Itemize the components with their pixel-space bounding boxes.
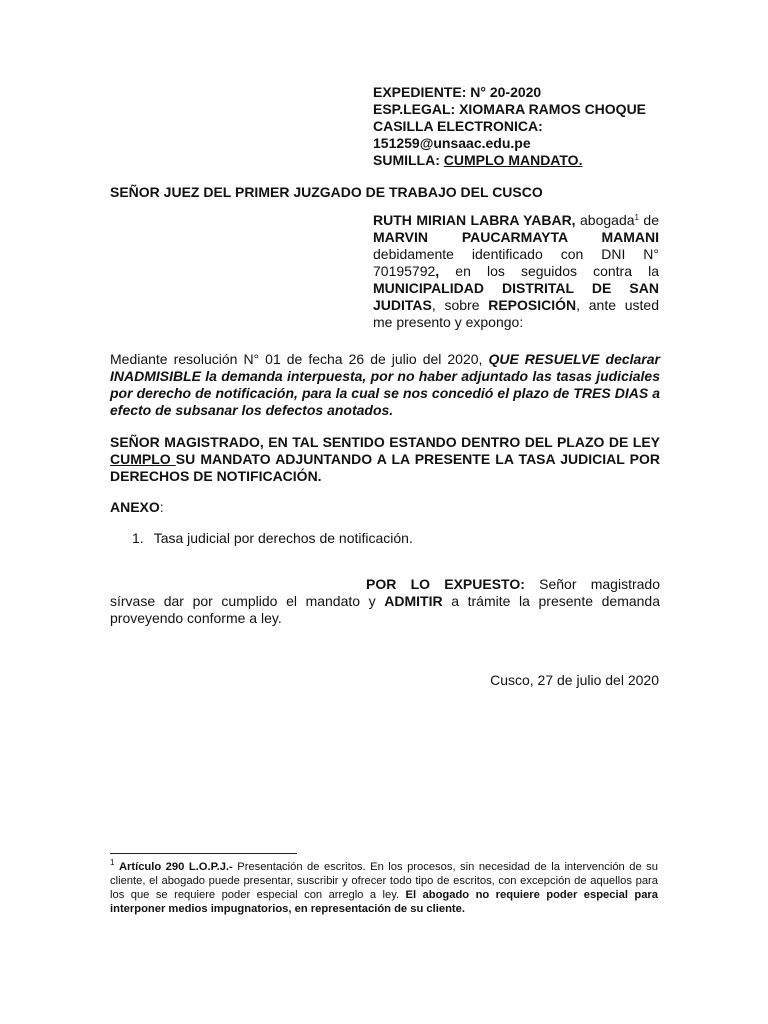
- list-item-text: Tasa judicial por derechos de notificación.: [153, 530, 413, 546]
- list-item: [132, 530, 413, 547]
- compliance-text: SEÑOR MAGISTRADO, EN TAL SENTIDO ESTANDO DENTRO DEL PLAZO DE LEY: [110, 434, 660, 450]
- case-header: [373, 84, 673, 169]
- client-name: MARVIN PAUCARMAYTA MAMANI: [373, 229, 659, 245]
- intro-text: debidamente identificado con DNI N° 70195792: [373, 246, 659, 279]
- lawyer-name: RUTH MIRIAN LABRA YABAR,: [373, 212, 576, 228]
- legal-specialist: ESP.LEGAL: XIOMARA RAMOS CHOQUE: [373, 101, 647, 117]
- footnote-divider: [110, 853, 297, 854]
- compliance-paragraph: [110, 434, 660, 485]
- intro-text: de: [638, 212, 659, 228]
- intro-text: abogada: [575, 212, 635, 228]
- intro-text: , ante usted me presento y expongo:: [373, 297, 659, 330]
- summary-value: CUMPLO MANDATO.: [443, 152, 583, 168]
- intro-text: en los seguidos contra la: [439, 263, 659, 279]
- addressee: SEÑOR JUEZ DEL PRIMER JUZGADO DE TRABAJO DEL CUSCO: [110, 184, 543, 200]
- closing-admit: ADMITIR: [384, 593, 443, 609]
- date-line: Cusco, 27 de julio del 2020: [490, 672, 659, 688]
- footnote-reference: 1: [634, 213, 639, 222]
- footnote-article: Artículo 290 L.O.P.J.-: [118, 861, 233, 873]
- annex-colon: :: [159, 499, 164, 515]
- footnote-number: 1: [110, 858, 115, 867]
- closing-paragraph: [110, 576, 660, 627]
- annex-heading: [110, 499, 164, 516]
- case-subject: REPOSICIÓN: [488, 297, 577, 313]
- closing-text: Señor magistrado sírvase dar por cumplido el mandato y: [110, 576, 660, 609]
- footnote-text: Presentación de escritos. En los procesos, sin necesidad de la intervención de su cliente, el abogado puede presentar, suscribir y ofrecer todo tipo de escritos, con excepción de aquellos para los que se requiere poder especial con arreglo a ley.: [110, 861, 658, 901]
- resolution-paragraph: [110, 351, 660, 419]
- summary-line: [373, 152, 673, 169]
- footnote-bold-text: El abogado no requiere poder especial para interponer medios impugnatorios, en representación de su cliente.: [110, 889, 658, 915]
- list-item-number: 1.: [132, 530, 144, 546]
- annex-label: ANEXO: [110, 499, 160, 515]
- closing-text: a trámite la presente demanda proveyendo conforme a ley.: [110, 593, 660, 626]
- electronic-box-label: CASILLA ELECTRONICA:: [373, 118, 543, 134]
- intro-comma: ,: [435, 263, 440, 279]
- closing-lead: POR LO EXPUESTO:: [366, 576, 525, 592]
- compliance-underlined: CUMPLO: [110, 451, 176, 467]
- intro-text: , sobre: [431, 297, 489, 313]
- footnote: [110, 860, 658, 916]
- summary-label: SUMILLA:: [373, 152, 444, 168]
- resolution-emphasis: QUE RESUELVE declarar INADMISIBLE la demanda interpuesta, por no haber adjuntado las tasas judiciales por derecho de notificación, para la cual se nos concedió el plazo de TRES DIAS a efecto de subsanar los defectos anotados.: [110, 351, 660, 418]
- case-number: EXPEDIENTE: N° 20-2020: [373, 84, 542, 100]
- compliance-text: SU MANDATO ADJUNTANDO A LA PRESENTE LA TASA JUDICIAL POR DERECHOS DE NOTIFICACIÓN.: [110, 451, 660, 484]
- electronic-box-email: 151259@unsaac.edu.pe: [373, 135, 531, 151]
- defendant-name: MUNICIPALIDAD DISTRITAL DE SAN JUDITAS: [373, 280, 659, 313]
- intro-paragraph: [373, 212, 659, 331]
- resolution-text: Mediante resolución N° 01 de fecha 26 de julio del 2020,: [110, 351, 489, 367]
